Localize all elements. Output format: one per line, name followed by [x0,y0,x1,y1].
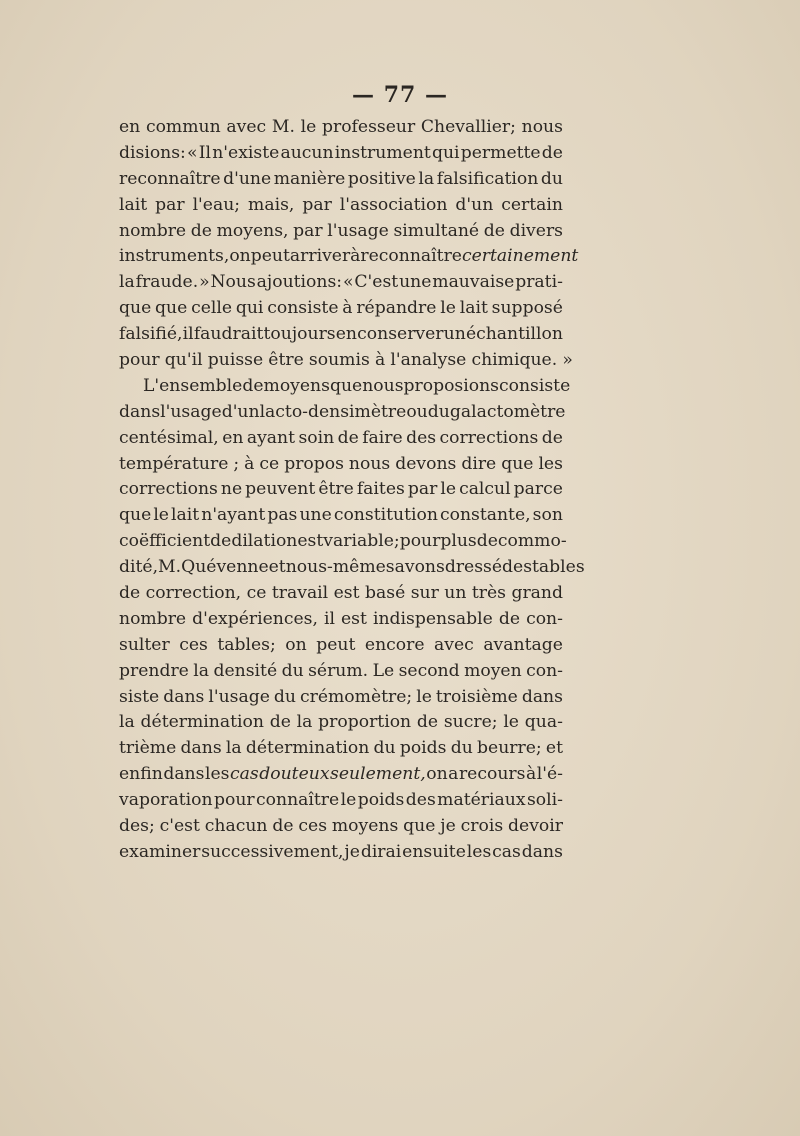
word: avec [434,634,474,655]
word: répandre [356,298,437,319]
word: avons [394,557,445,578]
word: enfin [119,764,163,785]
word: dans [119,401,161,422]
word: de [498,608,521,629]
word: L'ensemble [143,375,243,396]
word: sucre; [443,712,498,733]
word: lacto-densimètre [259,401,407,422]
word: que [403,816,436,837]
word: travail [271,583,329,604]
text-line [119,633,563,659]
word: nous [521,117,563,137]
word: dilation [231,531,298,552]
word: C'est [354,272,399,293]
word: celle [191,298,233,319]
word: crois [460,816,504,837]
word: nombre [119,220,187,241]
word: reconnaître [360,246,462,267]
word: trième [119,738,177,759]
word: de [269,712,291,733]
word: professeur [321,117,416,137]
word: je [344,841,360,862]
word: le [503,712,519,733]
word: toujours [263,324,336,345]
word: grand [511,583,563,604]
word: lait [459,298,488,319]
word: cas [230,764,259,785]
word: à [342,298,353,319]
word: l'é- [536,764,563,785]
word: l'usage [160,401,222,422]
word: faudrait [193,324,264,345]
word: l'analyse [390,350,467,371]
word: il [182,324,194,345]
word: arriver [289,246,351,267]
word: tables; [217,634,276,655]
word: douteux [259,764,330,785]
word: ajoutions: [256,272,343,293]
text-line [119,141,563,167]
text-line [119,814,563,840]
text-line [119,529,567,555]
word: de [190,220,212,241]
word: la [296,712,313,733]
word: corrections [439,427,539,448]
word: ne [220,479,243,500]
text-line [119,193,563,219]
word: variable; [323,531,400,552]
word: la [119,272,135,293]
word: une [399,272,432,293]
word: lait [171,505,200,526]
word: dirai [360,841,402,862]
word: Nous [210,272,256,293]
word: peut [250,246,290,267]
word: qui [431,142,460,163]
word: connaître [256,790,340,811]
word: que [119,298,152,319]
word: et [545,738,563,759]
word: Le [372,660,395,681]
page-number: — 77 — [352,82,448,108]
word: du [373,738,396,759]
word: faites [356,479,405,500]
word: dire [461,453,497,474]
word: le [440,298,456,319]
word: manière [273,168,346,189]
word: que [155,298,188,319]
word: un [444,583,467,604]
word: consiste [267,298,339,319]
word: l'association [339,194,448,215]
word: du [540,168,563,189]
word: fraude. [135,272,199,293]
word: son [532,505,563,526]
word: très [471,583,506,604]
word: à [525,764,537,785]
text-line [119,762,563,788]
word: et [268,557,286,578]
word: nous [348,453,391,474]
word: seulement, [330,764,426,785]
word: centésimal, [119,427,219,448]
word: la [119,712,135,733]
word: dans [180,738,222,759]
word: a [448,764,459,785]
word: en [335,324,358,345]
text-line [119,244,579,270]
text-line [119,296,563,322]
word: » [199,272,210,293]
text-line [119,400,566,426]
word: dans [521,841,563,862]
word: calcul [459,479,511,500]
word: n'existe [212,142,280,163]
word: galactomètre [449,401,566,422]
word: par [293,220,323,241]
word: avantage [483,634,563,655]
word: je [440,816,456,837]
word: de [272,816,294,837]
word: par [155,194,185,215]
word: le [300,117,317,137]
word: on [285,634,307,655]
word: en [119,117,141,137]
text-line [119,374,571,400]
word: à [374,350,386,371]
word: con- [526,608,563,629]
word: Il [198,142,212,163]
word: poids [357,790,405,811]
word: cas [492,841,521,862]
word: pour [214,790,255,811]
text-line [119,167,563,193]
word: ces [179,634,208,655]
word: proportion [318,712,412,733]
word: coëfficient [119,531,211,552]
word: les [538,453,563,474]
word: ensuite [402,841,466,862]
word: par [407,479,438,500]
word: crémomètre; [299,686,413,707]
word: M. [158,557,182,578]
word: du [450,738,473,759]
word: matériaux [437,790,526,811]
word: dité, [119,557,159,578]
word: on [426,764,448,785]
text-line [119,503,563,529]
text-line [119,426,563,452]
text-line [119,685,563,711]
word: de [210,531,232,552]
word: simultané [393,220,480,241]
word: reconnaître [119,168,221,189]
word: qui [235,298,264,319]
word: prendre [119,660,189,681]
word: du [427,401,450,422]
text-line [119,710,563,736]
word: permette [460,142,541,163]
word: propos [284,453,344,474]
word: ce [246,583,267,604]
word: faire [362,427,403,448]
word: » [562,350,573,371]
word: nous-mêmes [285,557,395,578]
text-line [119,322,563,348]
word: d'un [455,194,494,215]
word: puisse [207,350,264,371]
word: poids [399,738,447,759]
word: instrument [334,142,431,163]
word: le [440,479,457,500]
word: pas [267,505,298,526]
word: détermination [245,738,370,759]
word: des [406,427,437,448]
word: est [297,531,324,552]
word: avec [226,117,267,137]
text-line [119,607,563,633]
word: chacun [204,816,268,837]
word: de [483,220,505,241]
word: par [302,194,332,215]
word: des [405,790,436,811]
word: être [268,350,304,371]
word: commun [145,117,221,137]
word: nombre [119,608,187,629]
word: plus [440,531,477,552]
word: ou [406,401,428,422]
word: de [242,375,264,396]
word: un [443,324,466,345]
word: l'usage [327,220,389,241]
word: encore [364,634,425,655]
word: siste [119,686,160,707]
word: moyens [331,816,399,837]
text-line [119,581,563,607]
word: d'expériences, [192,608,318,629]
word: ayant [246,427,296,448]
word: recours [458,764,526,785]
word: consiste [499,375,571,396]
word: Quévenne [181,557,269,578]
word: des; [119,816,155,837]
word: les [466,841,492,862]
word: commo- [497,531,567,552]
word: moyens, [216,220,289,241]
word: la [418,168,435,189]
word: soli- [526,790,563,811]
word: correction, [145,583,242,604]
word: de [541,142,563,163]
word: il [323,608,335,629]
word: moyen [464,660,522,681]
word: falsification [436,168,539,189]
word: l'usage [208,686,270,707]
text-line [119,555,585,581]
word: vaporation [119,790,213,811]
word: en [222,427,244,448]
word: mauvaise [432,272,515,293]
word: est [341,608,367,629]
word: le [416,686,432,707]
word: pour [119,350,160,371]
word: densité [213,660,278,681]
word: lait [119,194,148,215]
word: aucun [280,142,334,163]
text-line [119,270,563,296]
word: dans [521,686,563,707]
word: mais, [248,194,295,215]
word: une [299,505,332,526]
word: parce [513,479,563,500]
word: constitution [333,505,438,526]
word: positive [347,168,416,189]
word: disions: [119,142,186,163]
word: conserver [357,324,444,345]
word: beurre; [477,738,542,759]
word: de [416,712,439,733]
word: de [119,583,141,604]
word: sulter [119,634,170,655]
word: examiner [119,841,201,862]
word: dans [163,764,205,785]
word: nous [362,375,404,396]
word: ; [233,453,240,474]
word: ce [259,453,280,474]
word: c'est [159,816,200,837]
word: ces [298,816,328,837]
word: d'une [223,168,272,189]
text-line [119,115,563,141]
word: supposé [491,298,563,319]
word: soin [298,427,335,448]
word: est [333,583,360,604]
word: con- [526,660,563,681]
word: divers [509,220,563,241]
word: des [502,557,533,578]
word: certainement [461,246,579,267]
word: proposions [403,375,499,396]
word: que [501,453,534,474]
word: du [281,660,304,681]
word: corrections [119,479,218,500]
word: échantillon [465,324,563,345]
text-line [119,452,563,478]
word: que [329,375,363,396]
word: instruments, [119,246,230,267]
word: qua- [524,712,563,733]
word: basé [365,583,406,604]
word: peuvent [245,479,316,500]
word: à [244,453,255,474]
word: pour [399,531,441,552]
word: du [273,686,296,707]
word: qu'il [164,350,203,371]
word: successivement, [201,841,344,862]
word: Chevallier; [420,117,516,137]
word: température [119,453,229,474]
word: M. [271,117,295,137]
word: « [342,272,354,293]
word: la [193,660,210,681]
word: indispensable [372,608,493,629]
word: détermination [140,712,264,733]
word: le [340,790,357,811]
word: moyens [263,375,330,396]
word: « [187,142,198,163]
text-line [119,840,563,866]
word: de [337,427,359,448]
word: à [350,246,361,267]
word: constante, [439,505,531,526]
word: sur [410,583,439,604]
text-line [119,659,563,685]
text-line [119,788,563,814]
word: le [153,505,169,526]
word: soumis [308,350,370,371]
text-line [119,477,563,503]
word: troisième [435,686,518,707]
word: de [541,427,563,448]
word: les [204,764,230,785]
word: d'un [221,401,260,422]
body-text [119,115,585,866]
word: on [229,246,251,267]
word: la [225,738,242,759]
word: tables [532,557,585,578]
word: sérum. [308,660,369,681]
word: devoir [508,816,563,837]
word: que [119,505,152,526]
word: prati- [515,272,563,293]
word: chimique. [471,350,558,371]
text-line [119,219,563,245]
word: de [476,531,498,552]
text-line [119,736,563,762]
word: certain [501,194,563,215]
word: être [318,479,354,500]
word: dressé [444,557,503,578]
word: l'eau; [192,194,241,215]
word: falsifié, [119,324,183,345]
word: dans [163,686,205,707]
text-line [119,348,573,374]
word: second [398,660,460,681]
word: n'ayant [201,505,266,526]
word: devons [395,453,457,474]
word: peut [316,634,356,655]
